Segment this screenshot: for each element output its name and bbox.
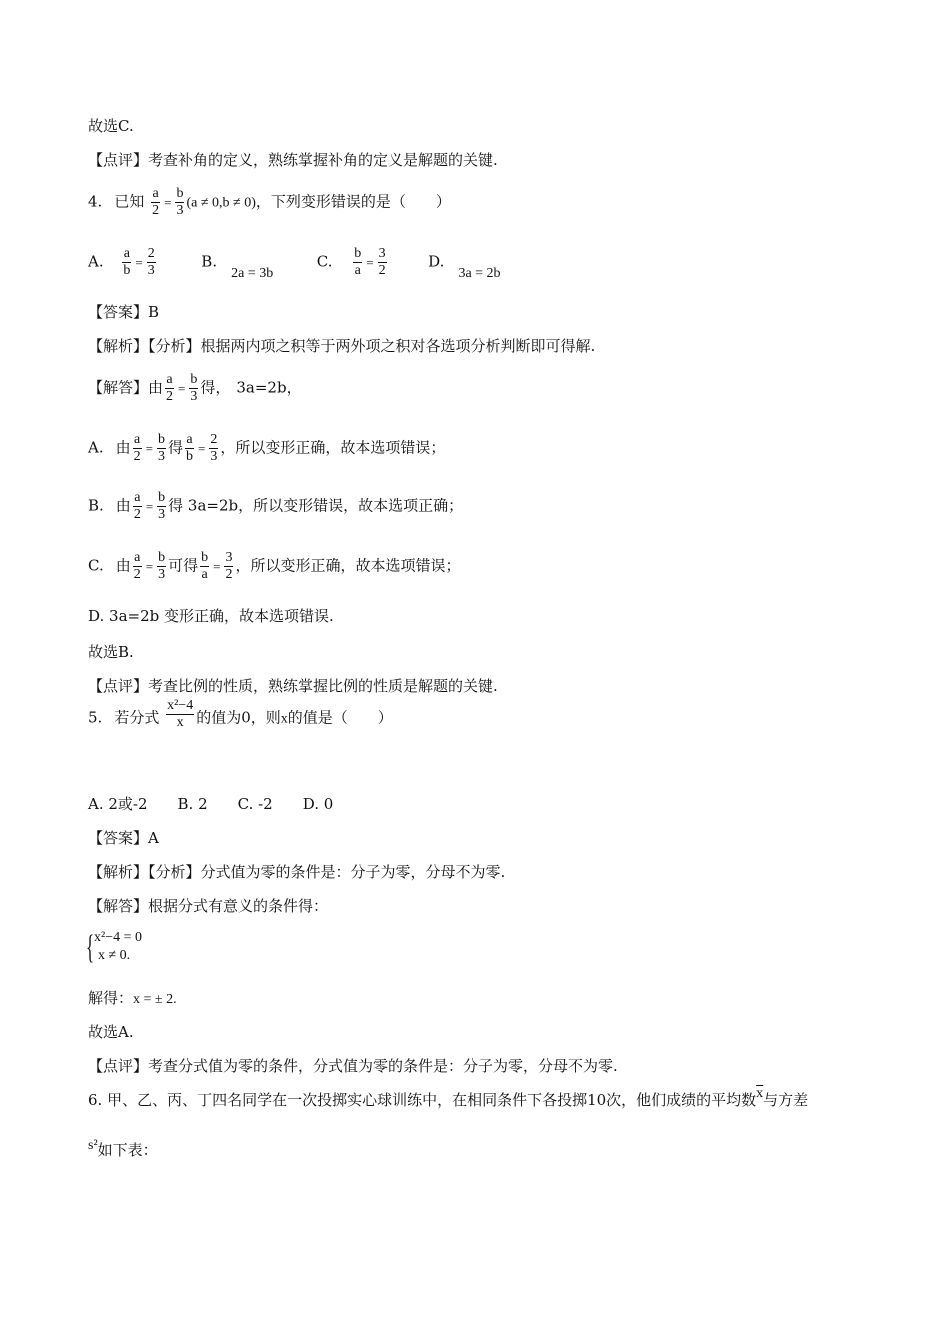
question-6-variance: s²如下表： [88,1138,158,1159]
fraction-a-over-2: $\frac{a}{2}$ [152,186,160,218]
analysis-4: 【解析】【分析】根据两内项之积等于两外项之积对各选项分析判断即可得解. [88,337,596,355]
comment-5: 【点评】考查分式值为零的条件，分式值为零的条件是：分子为零，分母不为零. [88,1057,618,1075]
answer-selection-5: 故选A. [88,1023,134,1041]
solution-4-d: D. 3a=2b 变形正确，故本选项错误. [88,607,334,625]
comment-4: 【点评】考查比例的性质，熟练掌握比例的性质是解题的关键. [88,677,498,695]
answer-selection-4: 故选B. [88,643,134,661]
solved-5: 解得：x = ± 2. [88,989,177,1007]
fraction-b-over-3: $\frac{b}{3}$ [176,186,184,218]
solution-5: 【解答】根据分式有意义的条件得： [88,897,329,915]
question-4-options: A. $\frac{a}{b}$ = $\frac{2}{3}$ B.2a = 3b C. $\frac{b}{a}$ = $\frac{3}{2}$ D.3a = 2b [88,246,501,281]
analysis-5: 【解析】【分析】分式值为零的条件是：分子为零，分母不为零. [88,863,506,881]
solution-4: 【解答】由 $\frac{a}{2}$ = $\frac{b}{3}$ 得， 3a=2b， [88,372,302,404]
answer-5: 【答案】A [88,829,159,847]
solution-4-a: A. 由 $\frac{a}{2}$ = $\frac{b}{3}$ 得 $\frac{a}{b}$ = $\frac{2}{3}$ ，所以变形正确，故本选项错误； [88,432,446,464]
question-5: 5. 若分式 $\frac{\text{x²−4}}{x}$ 的值为0，则x的值是（ ） [88,698,393,730]
fraction-x2-4-over-x: $\frac{\text{x²−4}}{x}$ [167,698,194,730]
answer-4: 【答案】B [88,303,160,321]
question-5-options: A. 2或-2 B. 2 C. -2 D. 0 [88,795,334,813]
answer-selection-3: 故选C. [88,117,134,135]
question-6: 6. 甲、乙、丙、丁四名同学在一次投掷实心球训练中，在相同条件下各投掷10次，他们成绩的平均数$\overline{x}$与方差 [88,1086,809,1109]
solution-4-b: B. 由 $\frac{a}{2}$ = $\frac{b}{3}$ 得 3a=2b，所以变形错误，故本选项正确； [88,490,464,522]
solution-4-c: C. 由 $\frac{a}{2}$ = $\frac{b}{3}$ 可得 $\frac{b}{a}$ = $\frac{3}{2}$ ，所以变形正确，故本选项错误； [88,550,461,582]
comment-3: 【点评】考查补角的定义，熟练掌握补角的定义是解题的关键. [88,151,498,169]
question-4: 4. 已知 $\frac{a}{2}$ = $\frac{b}{3}$ (a ≠ 0,b ≠ 0)，下列变形错误的是（ ） [88,186,451,218]
